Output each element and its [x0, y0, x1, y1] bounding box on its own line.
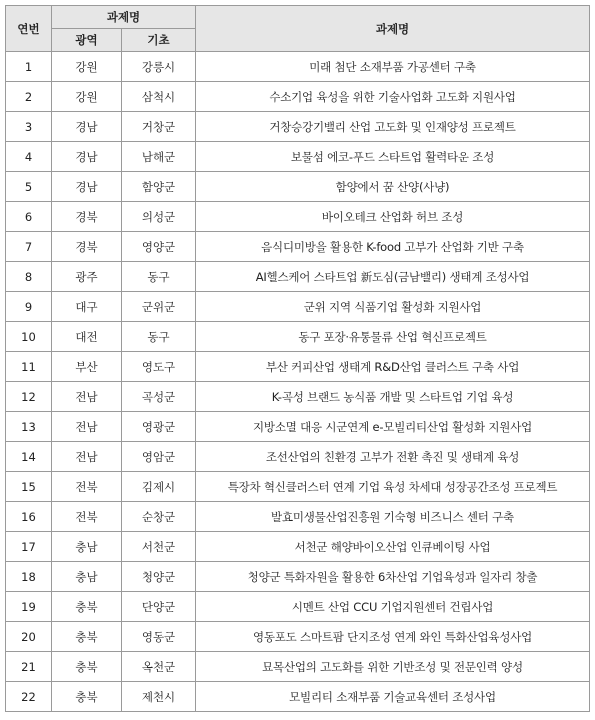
table-row [6, 142, 590, 172]
cell-title: 부산 커피산업 생태계 R&D산업 클러스트 구축 사업 [196, 352, 590, 382]
cell-local: 함양군 [122, 172, 196, 202]
cell-local: 순창군 [122, 502, 196, 532]
cell-no: 3 [6, 112, 52, 142]
cell-region: 전북 [52, 472, 122, 502]
cell-local: 제천시 [122, 682, 196, 712]
cell-region: 충북 [52, 592, 122, 622]
cell-local: 영광군 [122, 412, 196, 442]
cell-title: 바이오테크 산업화 허브 조성 [196, 202, 590, 232]
cell-local: 동구 [122, 322, 196, 352]
cell-local: 의성군 [122, 202, 196, 232]
table-row [6, 472, 590, 502]
cell-title: 거창승강기밸리 산업 고도화 및 인재양성 프로젝트 [196, 112, 590, 142]
table-row [6, 352, 590, 382]
cell-no: 12 [6, 382, 52, 412]
table-body [6, 52, 590, 712]
cell-local: 거창군 [122, 112, 196, 142]
table-row [6, 52, 590, 82]
cell-no: 1 [6, 52, 52, 82]
cell-region: 대구 [52, 292, 122, 322]
cell-title: 묘목산업의 고도화를 위한 기반조성 및 전문인력 양성 [196, 652, 590, 682]
cell-title: 동구 포장·유통물류 산업 혁신프로젝트 [196, 322, 590, 352]
cell-title: 청양군 특화자원을 활용한 6차산업 기업육성과 일자리 창출 [196, 562, 590, 592]
cell-local: 영양군 [122, 232, 196, 262]
cell-title: 발효미생물산업진흥원 기숙형 비즈니스 센터 구축 [196, 502, 590, 532]
cell-local: 영도구 [122, 352, 196, 382]
table-row [6, 532, 590, 562]
header-local: 기초 [122, 29, 196, 52]
cell-local: 서천군 [122, 532, 196, 562]
table-row [6, 502, 590, 532]
cell-title: 모빌리티 소재부품 기술교육센터 조성사업 [196, 682, 590, 712]
cell-region: 강원 [52, 82, 122, 112]
cell-title: 특장차 혁신클러스터 연계 기업 육성 차세대 성장공간조성 프로젝트 [196, 472, 590, 502]
cell-region: 광주 [52, 262, 122, 292]
cell-region: 경북 [52, 232, 122, 262]
cell-region: 경남 [52, 172, 122, 202]
table-row [6, 382, 590, 412]
cell-no: 18 [6, 562, 52, 592]
cell-local: 김제시 [122, 472, 196, 502]
cell-region: 전북 [52, 502, 122, 532]
table-row [6, 412, 590, 442]
cell-no: 17 [6, 532, 52, 562]
cell-region: 충남 [52, 562, 122, 592]
cell-title: 서천군 해양바이오산업 인큐베이팅 사업 [196, 532, 590, 562]
cell-title: 미래 첨단 소재부품 가공센터 구축 [196, 52, 590, 82]
cell-local: 옥천군 [122, 652, 196, 682]
cell-title: 음식디미방을 활용한 K-food 고부가 산업화 기반 구축 [196, 232, 590, 262]
project-table [5, 5, 590, 712]
cell-no: 8 [6, 262, 52, 292]
cell-region: 경남 [52, 142, 122, 172]
table-header [6, 6, 590, 52]
cell-no: 6 [6, 202, 52, 232]
cell-title: 지방소멸 대응 시군연계 e-모빌리티산업 활성화 지원사업 [196, 412, 590, 442]
table-row [6, 682, 590, 712]
header-no: 연번 [6, 6, 52, 52]
cell-local: 남해군 [122, 142, 196, 172]
cell-title: 조선산업의 친환경 고부가 전환 촉진 및 생태계 육성 [196, 442, 590, 472]
cell-no: 20 [6, 622, 52, 652]
cell-title: 영동포도 스마트팜 단지조성 연계 와인 특화산업육성사업 [196, 622, 590, 652]
cell-region: 대전 [52, 322, 122, 352]
table-row [6, 292, 590, 322]
cell-local: 영암군 [122, 442, 196, 472]
cell-title: 보물섬 에코-푸드 스타트업 활력타운 조성 [196, 142, 590, 172]
cell-region: 전남 [52, 412, 122, 442]
cell-local: 강릉시 [122, 52, 196, 82]
cell-no: 2 [6, 82, 52, 112]
header-region: 광역 [52, 29, 122, 52]
cell-region: 강원 [52, 52, 122, 82]
cell-region: 충북 [52, 622, 122, 652]
cell-no: 19 [6, 592, 52, 622]
table-row [6, 82, 590, 112]
header-group: 과제명 [52, 6, 196, 29]
header-title: 과제명 [196, 6, 590, 52]
table-row [6, 442, 590, 472]
cell-no: 22 [6, 682, 52, 712]
table-row [6, 262, 590, 292]
cell-region: 경북 [52, 202, 122, 232]
cell-no: 5 [6, 172, 52, 202]
cell-no: 15 [6, 472, 52, 502]
cell-title: K-곡성 브랜드 농식품 개발 및 스타트업 기업 육성 [196, 382, 590, 412]
table-row [6, 622, 590, 652]
cell-local: 청양군 [122, 562, 196, 592]
cell-region: 부산 [52, 352, 122, 382]
cell-no: 11 [6, 352, 52, 382]
cell-local: 단양군 [122, 592, 196, 622]
cell-no: 14 [6, 442, 52, 472]
table-row [6, 232, 590, 262]
cell-title: 군위 지역 식품기업 활성화 지원사업 [196, 292, 590, 322]
cell-no: 7 [6, 232, 52, 262]
table-row [6, 322, 590, 352]
cell-title: AI헬스케어 스타트업 新도심(금남밸리) 생태계 조성사업 [196, 262, 590, 292]
cell-region: 전남 [52, 442, 122, 472]
table-row [6, 652, 590, 682]
table-row [6, 562, 590, 592]
cell-no: 13 [6, 412, 52, 442]
table-row [6, 592, 590, 622]
cell-local: 영동군 [122, 622, 196, 652]
cell-no: 4 [6, 142, 52, 172]
cell-region: 충북 [52, 652, 122, 682]
cell-local: 삼척시 [122, 82, 196, 112]
cell-title: 수소기업 육성을 위한 기술사업화 고도화 지원사업 [196, 82, 590, 112]
cell-no: 9 [6, 292, 52, 322]
cell-title: 함양에서 꿈 산양(사냥) [196, 172, 590, 202]
cell-no: 10 [6, 322, 52, 352]
cell-local: 곡성군 [122, 382, 196, 412]
cell-local: 동구 [122, 262, 196, 292]
cell-title: 시멘트 산업 CCU 기업지원센터 건립사업 [196, 592, 590, 622]
table-row [6, 202, 590, 232]
cell-no: 16 [6, 502, 52, 532]
table-row [6, 112, 590, 142]
cell-region: 전남 [52, 382, 122, 412]
cell-region: 충남 [52, 532, 122, 562]
cell-region: 경남 [52, 112, 122, 142]
cell-region: 충북 [52, 682, 122, 712]
table-row [6, 172, 590, 202]
cell-no: 21 [6, 652, 52, 682]
cell-local: 군위군 [122, 292, 196, 322]
